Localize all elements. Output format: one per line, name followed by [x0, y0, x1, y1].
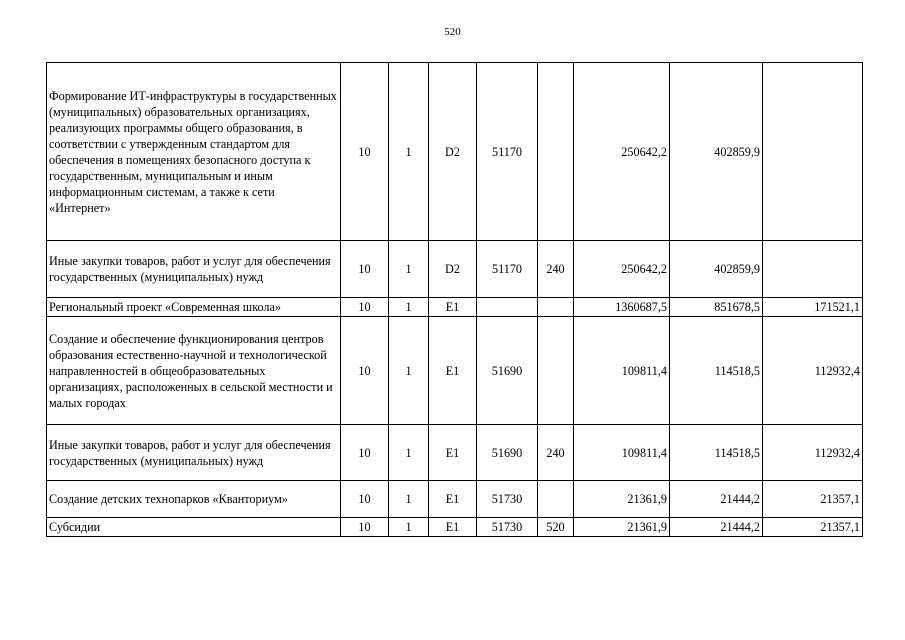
- sum1-cell: 21361,9: [574, 518, 670, 537]
- row-name-cell: Создание и обеспечение функционирования центров образования естественно-научной и технологической направленностей в общеобразовательных организациях, расположенных в сельской местности и малых городах: [47, 317, 341, 425]
- direction-cell: 51170: [477, 63, 538, 241]
- vr-cell: [538, 298, 574, 317]
- sum1-cell: 109811,4: [574, 425, 670, 481]
- sum1-cell: 1360687,5: [574, 298, 670, 317]
- direction-cell: [477, 298, 538, 317]
- sum2-cell: 851678,5: [670, 298, 763, 317]
- table-row: [47, 317, 863, 425]
- pr-cell: 1: [389, 518, 429, 537]
- rz-cell: 10: [341, 63, 389, 241]
- pr-cell: 1: [389, 425, 429, 481]
- sum2-cell: 21444,2: [670, 481, 763, 518]
- sum3-cell: 21357,1: [763, 518, 863, 537]
- pr-cell: 1: [389, 63, 429, 241]
- program-cell: D2: [429, 241, 477, 298]
- sum3-cell: 112932,4: [763, 317, 863, 425]
- sum1-cell: 21361,9: [574, 481, 670, 518]
- rz-cell: 10: [341, 481, 389, 518]
- program-cell: E1: [429, 518, 477, 537]
- rz-cell: 10: [341, 298, 389, 317]
- vr-cell: 240: [538, 241, 574, 298]
- sum2-cell: 21444,2: [670, 518, 763, 537]
- rz-cell: 10: [341, 518, 389, 537]
- sum3-cell: [763, 63, 863, 241]
- pr-cell: 1: [389, 481, 429, 518]
- row-name-cell: Региональный проект «Современная школа»: [47, 298, 341, 317]
- budget-table: [46, 62, 863, 537]
- table-row: [47, 425, 863, 481]
- direction-cell: 51730: [477, 481, 538, 518]
- table-row: [47, 63, 863, 241]
- table-row: [47, 298, 863, 317]
- sum3-cell: 21357,1: [763, 481, 863, 518]
- pr-cell: 1: [389, 317, 429, 425]
- rz-cell: 10: [341, 425, 389, 481]
- sum1-cell: 250642,2: [574, 63, 670, 241]
- sum2-cell: 402859,9: [670, 63, 763, 241]
- sum2-cell: 114518,5: [670, 317, 763, 425]
- sum1-cell: 109811,4: [574, 317, 670, 425]
- rz-cell: 10: [341, 241, 389, 298]
- sum2-cell: 114518,5: [670, 425, 763, 481]
- direction-cell: 51730: [477, 518, 538, 537]
- table-row: [47, 241, 863, 298]
- sum3-cell: 171521,1: [763, 298, 863, 317]
- page-number: 520: [444, 26, 461, 38]
- direction-cell: 51690: [477, 317, 538, 425]
- pr-cell: 1: [389, 298, 429, 317]
- row-name-cell: Формирование ИТ-инфраструктуры в государственных (муниципальных) образовательных организациях, реализующих программы общего образования, в соответствии с утвержденным стандартом для обеспечения в помещениях безопасного доступа к государственным, муниципальным и иным информационным системам, а также к сети «Интернет»: [47, 63, 341, 241]
- program-cell: E1: [429, 425, 477, 481]
- vr-cell: [538, 481, 574, 518]
- row-name-cell: Иные закупки товаров, работ и услуг для обеспечения государственных (муниципальных) нужд: [47, 425, 341, 481]
- vr-cell: [538, 63, 574, 241]
- rz-cell: 10: [341, 317, 389, 425]
- program-cell: E1: [429, 481, 477, 518]
- program-cell: E1: [429, 298, 477, 317]
- program-cell: E1: [429, 317, 477, 425]
- direction-cell: 51690: [477, 425, 538, 481]
- sum3-cell: [763, 241, 863, 298]
- table-row: [47, 481, 863, 518]
- row-name-cell: Создание детских технопарков «Кванториум»: [47, 481, 341, 518]
- table-row: [47, 518, 863, 537]
- program-cell: D2: [429, 63, 477, 241]
- sum2-cell: 402859,9: [670, 241, 763, 298]
- direction-cell: 51170: [477, 241, 538, 298]
- pr-cell: 1: [389, 241, 429, 298]
- sum3-cell: 112932,4: [763, 425, 863, 481]
- vr-cell: [538, 317, 574, 425]
- vr-cell: 240: [538, 425, 574, 481]
- row-name-cell: Субсидии: [47, 518, 341, 537]
- sum1-cell: 250642,2: [574, 241, 670, 298]
- vr-cell: 520: [538, 518, 574, 537]
- row-name-cell: Иные закупки товаров, работ и услуг для обеспечения государственных (муниципальных) нужд: [47, 241, 341, 298]
